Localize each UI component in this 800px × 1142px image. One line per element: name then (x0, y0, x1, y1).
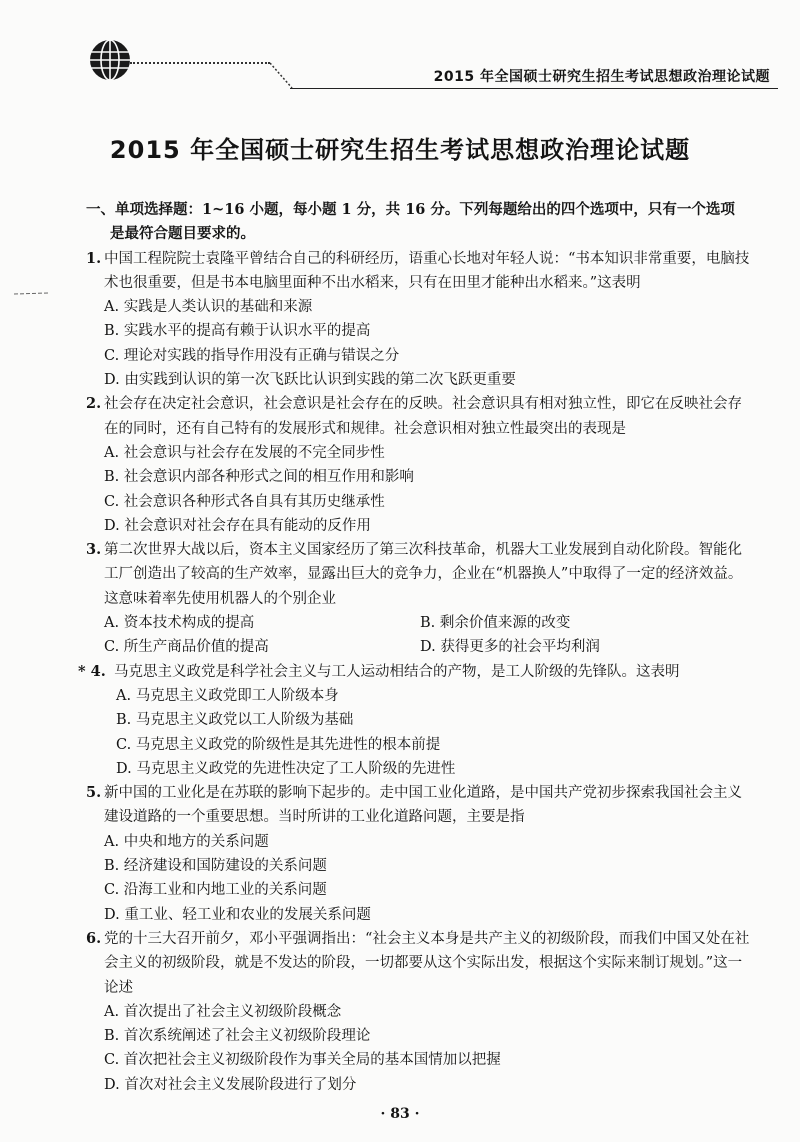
option-d: D. 社会意识对社会存在具有能动的反作用 (104, 517, 371, 534)
page-title: 2015 年全国硕士研究生招生考试思想政治理论试题 (109, 136, 691, 164)
option-b: B. 剩余价值来源的改变 (420, 615, 571, 632)
section-heading-line2: 是最符合题目要求的。 (110, 225, 255, 243)
question-number: * 4. (78, 662, 106, 680)
running-title: 2015 年全国硕士研究生招生考试思想政治理论试题 (433, 69, 770, 85)
question-text: 党的十三大召开前夕，邓小平强调指出：“社会主义本身是共产主义的初级阶段，而我们中国又处在社会主义的初级阶段，就是不发达的阶段，一切都要从这个实际出发，根据这个实际来制订规划。”这一论述 (104, 930, 750, 996)
option-c: C. 理论对实践的指导作用没有正确与错误之分 (104, 347, 400, 364)
option-c: C. 首次把社会主义初级阶段作为事关全局的基本国情加以把握 (104, 1052, 501, 1069)
question-stem (86, 247, 756, 296)
question-4 (78, 660, 756, 781)
question-number: 1. (86, 249, 102, 267)
question-stem (86, 927, 756, 1000)
option-a: A. 中央和地方的关系问题 (104, 833, 269, 850)
page-number: · 83 · (380, 1106, 420, 1122)
option-b: B. 社会意识内部各种形式之间的相互作用和影响 (104, 469, 414, 486)
question-3 (86, 538, 756, 659)
option-d: D. 由实践到认识的第一次飞跃比认识到实践的第二次飞跃更重要 (104, 372, 516, 389)
question-text: 社会存在决定社会意识，社会意识是社会存在的反映。社会意识具有相对独立性，即它在反映社会存在的同时，还有自己特有的发展形式和规律。社会意识相对独立性最突出的表现是 (104, 396, 742, 437)
question-stem (86, 781, 756, 830)
option-row (86, 635, 756, 659)
option-c: C. 所生产商品价值的提高 (104, 639, 269, 656)
header-rule (290, 88, 778, 89)
header-dotted-line (130, 62, 270, 64)
option-a: A. 实践是人类认识的基础和来源 (104, 299, 313, 316)
option-a: A. 首次提出了社会主义初级阶段概念 (104, 1003, 342, 1020)
option-c: C. 马克思主义政党的阶级性是其先进性的根本前提 (116, 736, 441, 753)
option-row (86, 611, 756, 635)
option-a: A. 马克思主义政党即工人阶级本身 (116, 687, 339, 704)
section-heading (86, 198, 756, 247)
option-b: B. 马克思主义政党以工人阶级为基础 (116, 712, 354, 729)
option-d: D. 首次对社会主义发展阶段进行了划分 (104, 1076, 357, 1093)
question-6 (86, 927, 756, 1097)
question-number: 3. (86, 541, 102, 559)
question-list (78, 198, 756, 1097)
option-d: D. 马克思主义政党的先进性决定了工人阶级的先进性 (116, 760, 456, 777)
option-d: D. 重工业、轻工业和农业的发展关系问题 (104, 906, 371, 923)
option-c: C. 社会意识各种形式各自具有其历史继承性 (104, 493, 385, 510)
question-text: 第二次世界大战以后，资本主义国家经历了第三次科技革命，机器大工业发展到自动化阶段。智能化工厂创造出了较高的生产效率，显露出巨大的竞争力，企业在“机器换人”中取得了一定的经济效益。这意味着率先使用机器人的个别企业 (104, 542, 743, 607)
option-b: B. 实践水平的提高有赖于认识水平的提高 (104, 323, 371, 340)
question-number: 6. (86, 929, 102, 947)
question-stem (78, 660, 756, 684)
question-number: 5. (86, 784, 102, 802)
question-text: 中国工程院院士袁隆平曾结合自己的科研经历，语重心长地对年轻人说：“书本知识非常重要，电脑技术也很重要，但是书本电脑里面种不出水稻来，只有在田里才能种出水稻来。”这表明 (104, 250, 750, 291)
question-text: 新中国的工业化是在苏联的影响下起步的。走中国工业化道路，是中国共产党初步探索我国社会主义建设道路的一个重要思想。当时所讲的工业化道路问题，主要是指 (104, 785, 742, 826)
question-5 (86, 781, 756, 927)
option-c: C. 沿海工业和内地工业的关系问题 (104, 882, 327, 899)
scan-mark (14, 290, 48, 298)
question-number: 2. (86, 395, 102, 413)
section-heading-line1: 一、单项选择题：1~16 小题，每小题 1 分，共 16 分。下列每题给出的四个选项中，只有一个选项 (86, 201, 735, 218)
page-header (0, 0, 800, 100)
question-stem (86, 392, 756, 441)
option-a: A. 社会意识与社会存在发展的不完全同步性 (104, 444, 385, 461)
globe-icon (88, 38, 132, 82)
question-text: 马克思主义政党是科学社会主义与工人运动相结合的产物，是工人阶级的先锋队。这表明 (114, 663, 680, 680)
question-stem (86, 538, 756, 611)
question-2 (86, 392, 756, 538)
question-1 (86, 247, 756, 393)
option-b: B. 经济建设和国防建设的关系问题 (104, 858, 327, 875)
option-a: A. 资本技术构成的提高 (104, 615, 255, 632)
option-d: D. 获得更多的社会平均利润 (420, 639, 600, 656)
option-b: B. 首次系统阐述了社会主义初级阶段理论 (104, 1028, 371, 1045)
